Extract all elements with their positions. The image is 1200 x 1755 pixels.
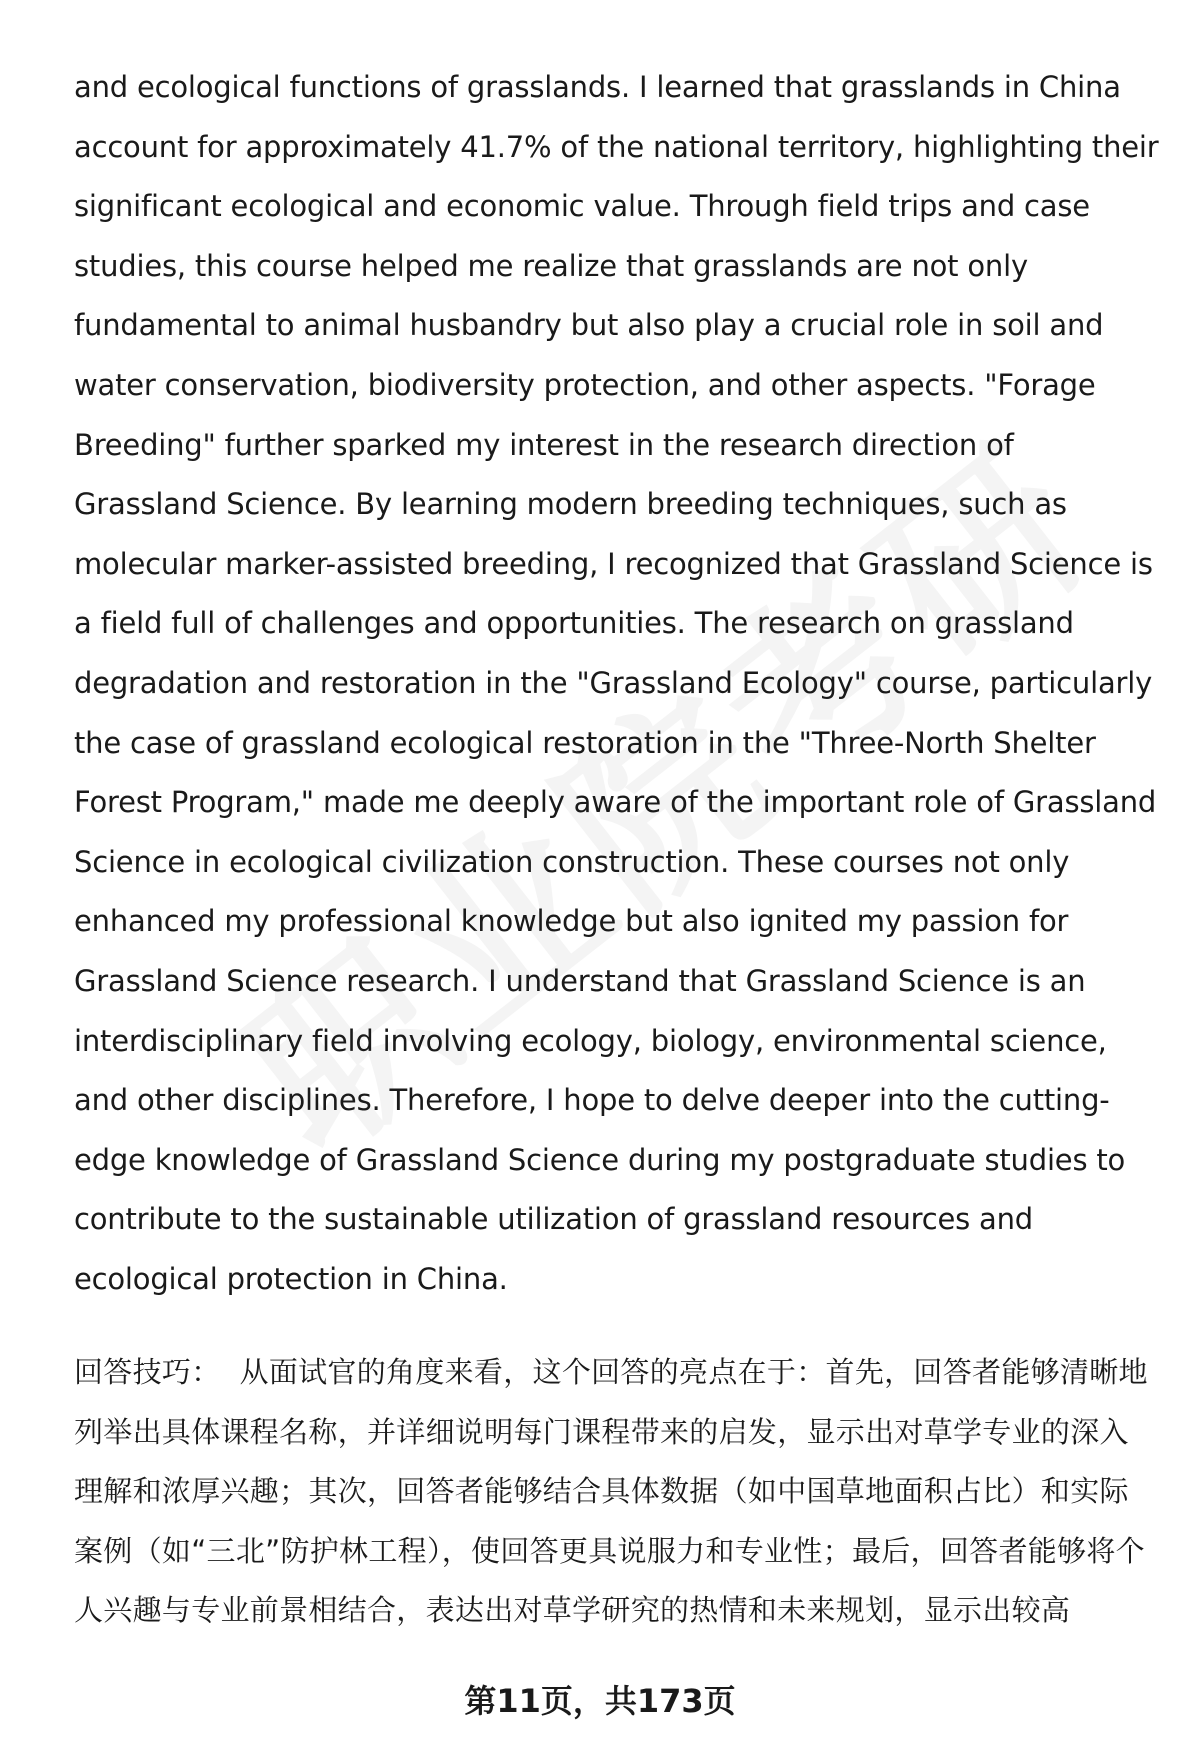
- tips-paragraph: 回答技巧： 从面试官的角度来看，这个回答的亮点在于：首先，回答者能够清晰地列举出具体课程名称，并详细说明每门课程带来的启发，显示出对草学专业的深入理解和浓厚兴趣；其次，回答者能够结合具体数据（如中国草地面积占比）和实际案例（如“三北”防护林工程），使回答更具说服力和专业性；最后，回答者能够将个人兴趣与专业前景相结合，表达出对草学研究的热情和未来规划，显示出较高: [74, 1355, 1148, 1628]
- page-number: 第11页，共173页: [464, 1682, 736, 1720]
- body-paragraph: and ecological functions of grasslands. I learned that grasslands in China account for approximately 41.7% of the national territory, highlighting their significant ecological and economic value. Through field trips and case studies, this course helped me realize that grasslands are not only fundamental to animal husbandry but also play a crucial role in soil and water conservation, biodiversity protection, and other aspects. "Forage Breeding" further sparked my interest in the research direction of Grassland Science. By learning modern breeding techniques, such as molecular marker-assisted breeding, I recognized that Grassland Science is a field full of challenges and opportunities. The research on grassland degradation and restoration in the "Grassland Ecology" course, particularly the case of grassland ecological restoration in the "Three-North Shelter Forest Program," made me deeply aware of the important role of Grassland Science in ecological civilization construction. These courses not only enhanced my professional knowledge but also ignited my passion for Grassland Science research. I understand that Grassland Science is an interdisciplinary field involving ecology, biology, environmental science, and other disciplines. Therefore, I hope to delve deeper into the cutting-edge knowledge of Grassland Science during my postgraduate studies to contribute to the sustainable utilization of grassland resources and ecological protection in China.: [74, 70, 1159, 1296]
